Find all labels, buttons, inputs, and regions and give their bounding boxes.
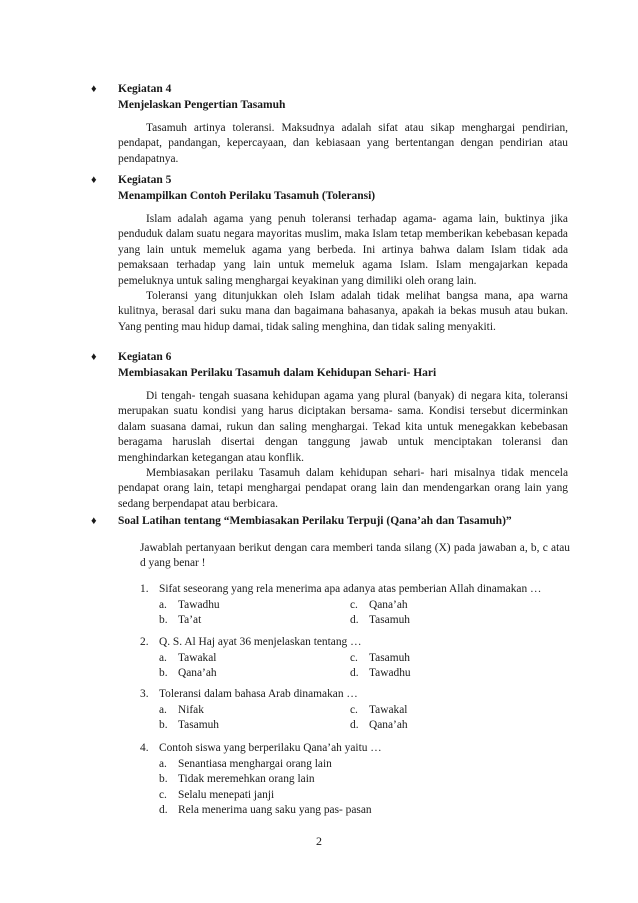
option-letter: a. <box>159 598 167 611</box>
option-letter: c. <box>350 598 358 611</box>
question-3 <box>140 687 570 734</box>
question-number: 2. <box>140 636 149 648</box>
question-text: Q. S. Al Haj ayat 36 menjelaskan tentang … <box>159 636 362 648</box>
option-letter: d. <box>350 614 359 626</box>
option-letter: b. <box>159 667 168 679</box>
paragraph: Tasamuh artinya toleransi. Maksudnya adalah sifat atau sikap menghargai pendirian, pendapat, pandangan, kepercayaan, dan kebiasaan yang bertentangan dengan pendirian atau pendapatnya. <box>118 122 568 165</box>
question-text: Sifat seseorang yang rela menerima apa adanya atas pemberian Allah dinamakan … <box>159 583 542 595</box>
paragraph: Membiasakan perilaku Tasamuh dalam kehidupan sehari- hari misalnya tidak mencela pendapat orang lain, tetapi menghargai pendapat orang lain dan mendengarkan orang lain yang sedang berpendapat atau berbicara. <box>118 467 568 510</box>
option-letter: d. <box>350 667 359 679</box>
exercise-instructions <box>140 541 570 572</box>
diamond-bullet-icon: ♦ <box>91 174 97 186</box>
option-letter: b. <box>159 773 168 785</box>
option-text: Tasamuh <box>369 651 410 664</box>
option-text: Tawakal <box>178 651 217 664</box>
option-text: Tawadhu <box>369 667 411 679</box>
question-4 <box>140 741 570 819</box>
diamond-bullet-icon: ♦ <box>91 351 97 363</box>
paragraph: Toleransi yang ditunjukkan oleh Islam adalah tidak melihat bangsa mana, apa warna kulitnya, berasal dari suku mana dan bagaimana bahasanya, apakah ia bekas musuh atau bukan. Yang penting mau hidup damai, tidak saling menghina, dan tidak saling menyakiti. <box>118 290 568 333</box>
option-text: Qana’ah <box>369 719 408 731</box>
option-text: Tawakal <box>369 703 408 716</box>
option-text: Qana’ah <box>369 598 408 611</box>
question-number: 3. <box>140 688 149 700</box>
section-title: Menjelaskan Pengertian Tasamuh <box>118 99 286 111</box>
option-text: Tidak meremehkan orang lain <box>178 773 315 785</box>
paragraph: Jawablah pertanyaan berikut dengan cara memberi tanda silang (X) pada jawaban a, b, c atau d yang benar ! <box>140 542 570 570</box>
option-text: Qana’ah <box>178 667 217 679</box>
section-kegiatan-6 <box>91 349 568 512</box>
option-text: Tasamuh <box>178 719 219 731</box>
question-1 <box>140 582 570 629</box>
question-text: Contoh siswa yang berperilaku Qana’ah yaitu … <box>159 742 382 754</box>
option-letter: b. <box>159 719 168 731</box>
page-number: 2 <box>316 834 322 848</box>
option-text: Ta’at <box>178 614 202 626</box>
option-text: Tawadhu <box>178 598 220 611</box>
option-text: Nifak <box>178 703 204 716</box>
section-label: Kegiatan 6 <box>118 351 172 363</box>
option-letter: a. <box>159 651 167 664</box>
section-soal-latihan <box>91 513 568 529</box>
option-letter: d. <box>350 719 359 731</box>
option-letter: c. <box>350 651 358 664</box>
option-text: Senantiasa menghargai orang lain <box>178 757 332 770</box>
section-title: Menampilkan Contoh Perilaku Tasamuh (Toleransi) <box>118 190 376 202</box>
paragraph: Islam adalah agama yang penuh toleransi terhadap agama- agama lain, buktinya jika penduduk dalam suatu negara mayoritas muslim, maka Islam tetap memberikan kebebasan kepada yang lain untuk memeluk agama yang berbeda. Ini artinya bahwa dalam Islam tidak ada pemaksaan terhadap yang lain untuk memeluk agama Islam. Islam mengajarkan kepada pemeluknya untuk saling menghargai keyakinan yang dimiliki oleh orang lain. <box>118 213 568 287</box>
option-text: Tasamuh <box>369 614 410 626</box>
diamond-bullet-icon: ♦ <box>91 83 97 95</box>
section-title: Membiasakan Perilaku Tasamuh dalam Kehidupan Sehari- Hari <box>118 367 437 379</box>
section-label: Kegiatan 5 <box>118 174 172 186</box>
diamond-bullet-icon: ♦ <box>91 515 97 527</box>
question-number: 4. <box>140 742 149 754</box>
option-text: Rela menerima uang saku yang pas- pasan <box>178 804 372 816</box>
question-2 <box>140 635 570 682</box>
option-letter: c. <box>159 788 167 801</box>
option-letter: a. <box>159 757 167 770</box>
section-label: Kegiatan 4 <box>118 83 172 95</box>
question-number: 1. <box>140 583 149 595</box>
option-letter: b. <box>159 614 168 626</box>
option-text: Selalu menepati janji <box>178 788 275 801</box>
option-letter: a. <box>159 703 167 716</box>
question-text: Toleransi dalam bahasa Arab dinamakan … <box>159 688 358 700</box>
section-kegiatan-5 <box>91 172 568 335</box>
option-letter: d. <box>159 804 168 816</box>
option-letter: c. <box>350 703 358 716</box>
section-title: Soal Latihan tentang “Membiasakan Perilaku Terpuji (Qana’ah dan Tasamuh)” <box>118 515 512 527</box>
section-kegiatan-4 <box>91 81 568 167</box>
paragraph: Di tengah- tengah suasana kehidupan agama yang plural (banyak) di negara kita, toleransi merupakan suatu kondisi yang harus diciptakan bersama- sama. Kondisi tersebut dicerminkan dalam suasana damai, rukun dan saling menghargai. Tekad kita untuk menegakkan kebebasan beragama haruslah disertai dengan tanggung jawab untuk menciptakan toleransi dan menghindarkan ketegangan atau konflik. <box>118 390 568 464</box>
